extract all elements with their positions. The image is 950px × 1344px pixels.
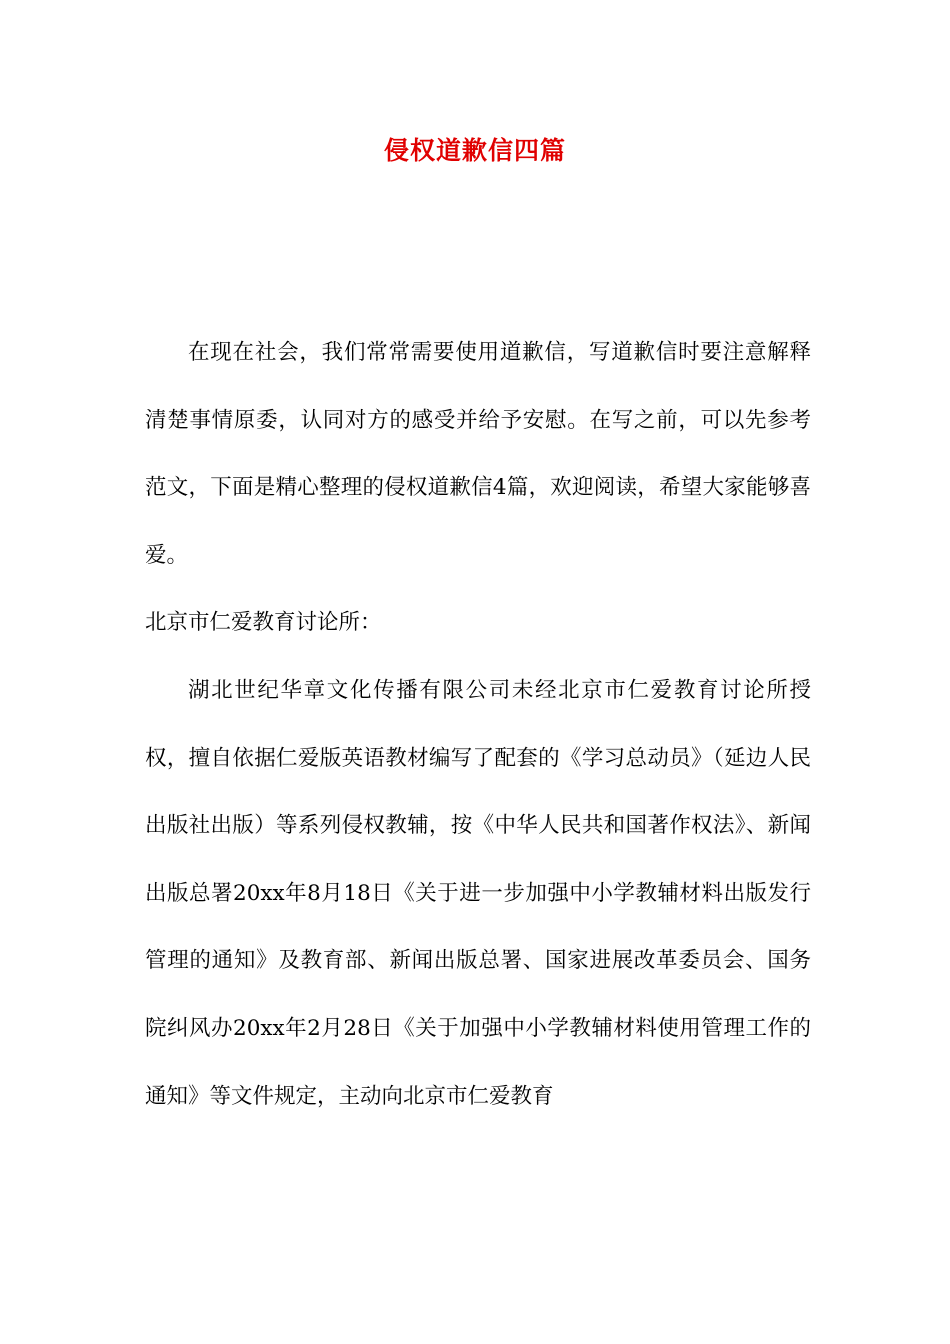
document-body — [145, 319, 811, 1130]
document-title: 侵权道歉信四篇 — [383, 136, 566, 165]
intro-paragraph: 在现在社会，我们常常需要使用道歉信，写道歉信时要注意解释清楚事情原委，认同对方的感受并给予安慰。在写之前，可以先参考范文，下面是精心整理的侵权道歉信4篇，欢迎阅读，希望大家能够喜爱。 — [145, 340, 811, 568]
letter-body-paragraph: 湖北世纪华章文化传播有限公司未经北京市仁爱教育讨论所授权，擅自依据仁爱版英语教材编写了配套的《学习总动员》（延边人民出版社出版）等系列侵权教辅，按《中华人民共和国著作权法》、新闻出版总署20xx年8月18日《关于进一步加强中小学教辅材料出版发行管理的通知》及教育部、新闻出版总署、国家进展改革委员会、国务院纠风办20xx年2月28日《关于加强中小学教辅材料使用管理工作的通知》等文件规定，主动向北京市仁爱教育 — [145, 677, 811, 1109]
salutation-line: 北京市仁爱教育讨论所： — [145, 610, 382, 636]
